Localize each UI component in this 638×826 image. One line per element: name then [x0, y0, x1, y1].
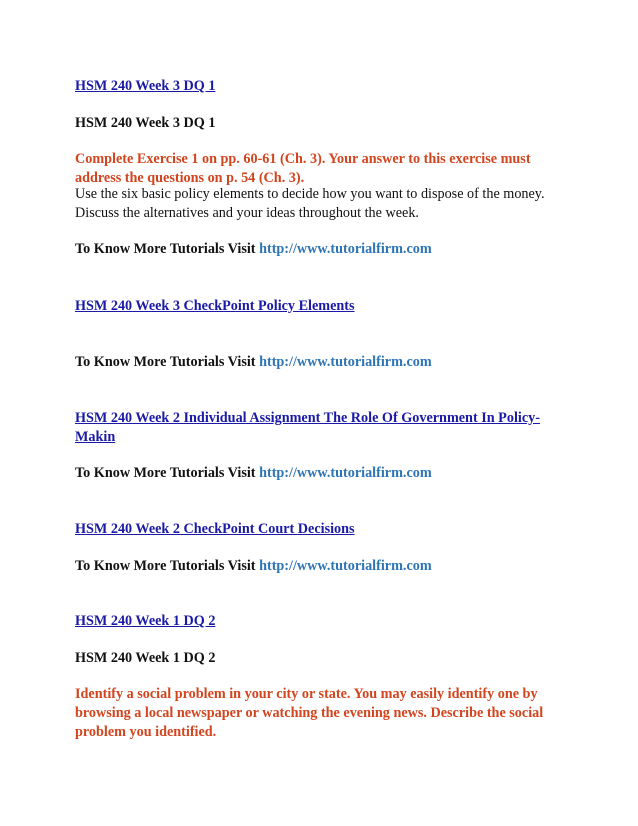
tutorial-url-link[interactable]: http://www.tutorialfirm.com [259, 241, 432, 257]
tutorial-visit-line: To Know More Tutorials Visit http://www.tutorialfirm.com [75, 354, 432, 370]
tutorial-url-link[interactable]: http://www.tutorialfirm.com [259, 465, 432, 481]
tutorial-url-link[interactable]: http://www.tutorialfirm.com [259, 558, 432, 574]
exercise-description: Use the six basic policy elements to decide how you want to dispose of the money. Discuss the alternatives and your ideas throughout the week. [75, 186, 545, 221]
heading-week3-dq1: HSM 240 Week 3 DQ 1 [75, 115, 216, 131]
heading-week1-dq2: HSM 240 Week 1 DQ 2 [75, 650, 216, 666]
tutorial-visit-line: To Know More Tutorials Visit http://www.tutorialfirm.com [75, 465, 432, 481]
heading-link-week3-checkpoint[interactable]: HSM 240 Week 3 CheckPoint Policy Elements [75, 298, 355, 314]
heading-link-week2-assignment[interactable]: HSM 240 Week 2 Individual Assignment The Role Of Government In Policy-Makin [75, 410, 540, 445]
exercise-instructions: Complete Exercise 1 on pp. 60-61 (Ch. 3). Your answer to this exercise must address the questions on p. 54 (Ch. 3). [75, 151, 531, 186]
tutorial-url-link[interactable]: http://www.tutorialfirm.com [259, 354, 432, 370]
heading-link-week2-checkpoint[interactable]: HSM 240 Week 2 CheckPoint Court Decisions [75, 521, 355, 537]
tutorial-visit-line: To Know More Tutorials Visit http://www.tutorialfirm.com [75, 241, 432, 257]
social-problem-instructions: Identify a social problem in your city or state. You may easily identify one by browsing a local newspaper or watching the evening news. Describe the social problem you identified. [75, 686, 544, 740]
heading-link-week1-dq2[interactable]: HSM 240 Week 1 DQ 2 [75, 613, 216, 629]
heading-link-week3-dq1[interactable]: HSM 240 Week 3 DQ 1 [75, 78, 216, 94]
tutorial-visit-line: To Know More Tutorials Visit http://www.tutorialfirm.com [75, 558, 432, 574]
